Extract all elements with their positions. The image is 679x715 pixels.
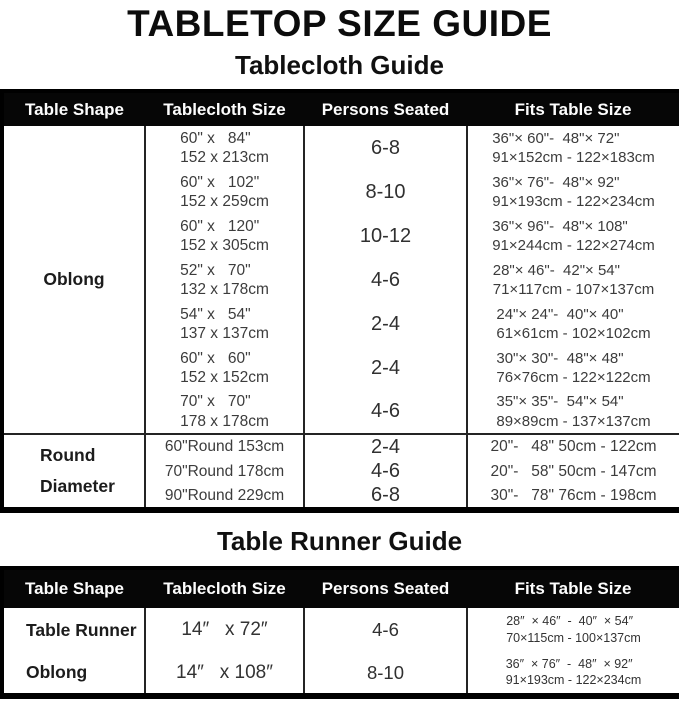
fits-table-size-cell: 36"× 60"- 48"× 72" 91×152cm - 122×183cm — [467, 126, 679, 170]
shape-cell-oblong: Oblong — [43, 269, 105, 289]
fits-table-size-cell: 28"× 46"- 42"× 54" 71×117cm - 107×137cm — [467, 258, 679, 302]
persons-seated-cell: 2-4 — [304, 434, 467, 459]
table-row — [2, 126, 679, 170]
tablecloth-size-cell: 70"Round 178cm — [145, 459, 304, 484]
tablecloth-size-cell: 54" x 54" 137 x 137cm — [145, 302, 304, 346]
table-row — [2, 608, 679, 652]
table-row — [2, 652, 679, 696]
shape-label-round: Round — [40, 445, 96, 465]
fits-table-size-cell: 35"× 35"- 54"× 54" 89×89cm - 137×137cm — [467, 390, 679, 434]
runner-header-row — [2, 568, 679, 608]
table-runner-guide-table — [0, 566, 679, 699]
fits-table-size-cell: 20"- 58" 50cm - 147cm — [467, 459, 679, 484]
persons-seated-cell: 6-8 — [304, 484, 467, 510]
persons-seated-cell: 6-8 — [304, 126, 467, 170]
tablecloth-size-cell: 60"Round 153cm — [145, 434, 304, 459]
tablecloth-size-cell: 14″ x 108″ — [145, 652, 304, 696]
fits-table-size-cell: 28″ × 46″ - 40″ × 54″ 70×115cm - 100×137cm — [467, 608, 679, 652]
tablecloth-size-cell: 60" x 120" 152 x 305cm — [145, 214, 304, 258]
tablecloth-guide-title: Tablecloth Guide — [235, 50, 444, 80]
tablecloth-size-cell: 90"Round 229cm — [145, 484, 304, 510]
fits-table-size-cell: 20"- 48" 50cm - 122cm — [467, 434, 679, 459]
tablecloth-size-cell: 60" x 84" 152 x 213cm — [145, 126, 304, 170]
column-header-table-shape: Table Shape — [2, 91, 145, 126]
shape-label-diameter: Diameter — [40, 476, 115, 496]
column-header-tablecloth-size: Tablecloth Size — [145, 91, 304, 126]
fits-table-size-cell: 24"× 24"- 40"× 40" 61×61cm - 102×102cm — [467, 302, 679, 346]
fits-table-size-cell: 30"- 78" 76cm - 198cm — [467, 484, 679, 510]
fits-table-size-cell: 36"× 76"- 48"× 92" 91×193cm - 122×234cm — [467, 170, 679, 214]
persons-seated-cell: 4-6 — [304, 459, 467, 484]
tablecloth-size-cell: 52" x 70" 132 x 178cm — [145, 258, 304, 302]
table-runner-guide-title: Table Runner Guide — [216, 526, 463, 556]
column-header-fits-table-size: Fits Table Size — [467, 91, 679, 126]
page-title: TABLETOP SIZE GUIDE — [127, 3, 552, 44]
column-header-table-shape: Table Shape — [2, 568, 145, 608]
tablecloth-guide-table — [0, 89, 679, 513]
persons-seated-cell: 8-10 — [304, 170, 467, 214]
column-header-tablecloth-size: Tablecloth Size — [145, 568, 304, 608]
shape-cell-round-diameter — [2, 434, 145, 510]
fits-table-size-cell: 36"× 96"- 48"× 108" 91×244cm - 122×274cm — [467, 214, 679, 258]
persons-seated-cell: 4-6 — [304, 608, 467, 652]
column-header-fits-table-size: Fits Table Size — [467, 568, 679, 608]
persons-seated-cell: 4-6 — [304, 390, 467, 434]
tablecloth-size-cell: 70" x 70" 178 x 178cm — [145, 390, 304, 434]
persons-seated-cell: 8-10 — [304, 652, 467, 696]
fits-table-size-cell: 30"× 30"- 48"× 48" 76×76cm - 122×122cm — [467, 346, 679, 390]
persons-seated-cell: 10-12 — [304, 214, 467, 258]
persons-seated-cell: 2-4 — [304, 302, 467, 346]
shape-label-oblong: Oblong — [26, 662, 88, 682]
tablecloth-header-row — [2, 91, 679, 126]
fits-table-size-cell: 36″ × 76″ - 48″ × 92″ 91×193cm - 122×234cm — [467, 652, 679, 696]
tablecloth-size-cell: 60" x 102" 152 x 259cm — [145, 170, 304, 214]
persons-seated-cell: 4-6 — [304, 258, 467, 302]
tablecloth-size-cell: 60" x 60" 152 x 152cm — [145, 346, 304, 390]
shape-label-table-runner: Table Runner — [26, 619, 137, 640]
table-row — [2, 434, 679, 459]
column-header-persons-seated: Persons Seated — [304, 91, 467, 126]
tablecloth-size-cell: 14″ x 72″ — [145, 608, 304, 652]
column-header-persons-seated: Persons Seated — [304, 568, 467, 608]
persons-seated-cell: 2-4 — [304, 346, 467, 390]
